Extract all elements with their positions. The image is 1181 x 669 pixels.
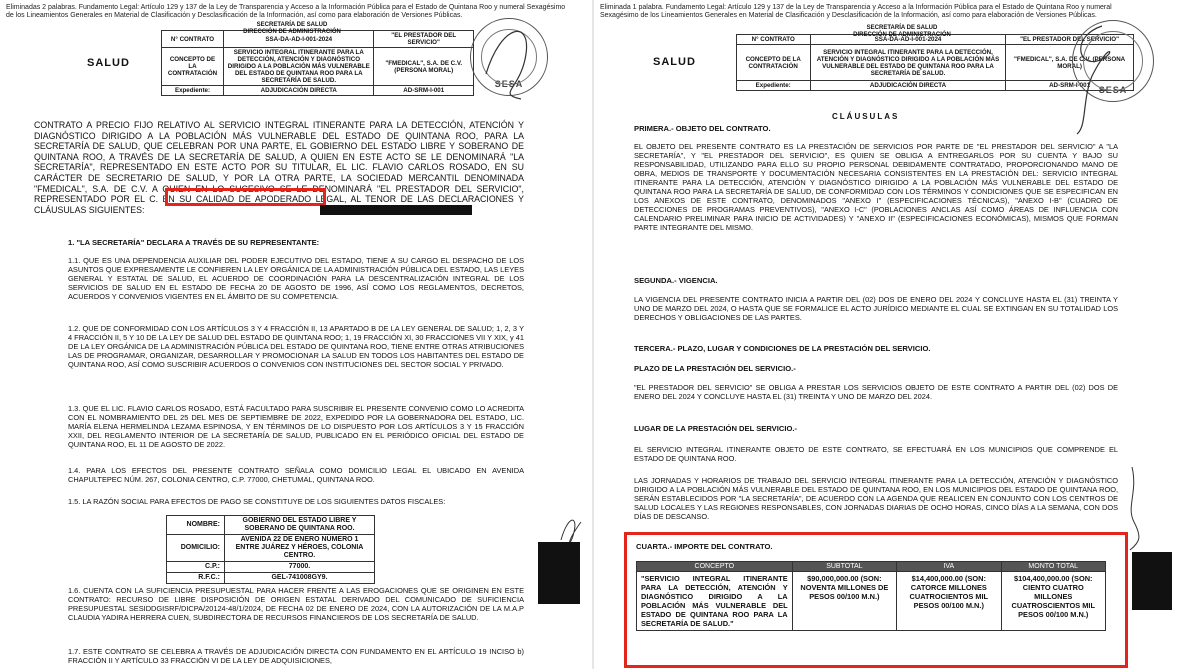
paragraph-1-1: 1.1. QUE ES UNA DEPENDENCIA AUXILIAR DEL PODER EJECUTIVO DEL ESTADO, TIENE A SU CARGO EL DESPACHO DE LOS ASUNTOS QUE EXPRESAMENTE LE CONFIEREN LA LEY ORGÁNICA DE LA ADMINISTRACIÓN PÚBLICA DEL ESTADO, LAS LEYES GENERAL Y ESTATAL DE SALUD, EL ACUERDO DE COORDINACIÓN PARA LA DESCENTRALIZACIÓN INTEGRAL DE LOS SERVICIOS DE SALUD EN EL ESTADO DE FECHA 20 DE AGOSTO DE 1996, ASÍ COMO LOS REGLAMENTOS, DECRETOS, ACUERDOS Y CONVENIOS VIGENTES EN EL ÁMBITO DE SU COMPETENCIA. [68,256,524,301]
contract-intro: CONTRATO A PRECIO FIJO RELATIVO AL SERVICIO INTEGRAL ITINERANTE PARA LA DETECCIÓN, ATENCIÓN Y DIAGNÓSTICO DIRIGIDO A LA POBLACIÓN MÁS VULNERABLE DEL ESTADO DE QUINTANA ROO, PARA LA SECRETARÍA DE SALUD, QUE CELEBRAN POR UNA PARTE, EL GOBIERNO DEL ESTADO LIBRE Y SOBERANO DE QUINTANA ROO, A TRAVÉS DE LA SECRETARÍA DE SALUD, A QUIEN EN ESTE ACTO SE LE DENOMINARÁ "LA SECRETARÍA", REPRESENTADO EN ESTE ACTO POR SU TITULAR, EL LIC. FLAVIO CARLOS ROSADO, EN SU CARÁCTER DE SECRETARIO DE SALUD, Y POR LA OTRA PARTE, LA SOCIEDAD MERCANTIL DENOMINADA "FMEDICAL", S.A. DE C.V. A QUIEN EN LO SUCESIVO SE LE DENOMINARÁ "EL PRESTADOR DEL SERVICIO", REPRESENTADO POR EL C. EN SU CALIDAD DE APODERADO LEGAL, AL TENOR DE LAS DECLARACIONES Y CLÁUSULAS SIGUIENTES: [34,120,524,215]
dept-name: SECRETARÍA DE SALUD [866,25,938,31]
cuarta-heading: CUARTA.- IMPORTE DEL CONTRATO. [636,542,773,551]
margin-signature [1120,462,1150,552]
fiscal-cp-label: C.P.: [167,562,225,573]
dept-heading [232,22,352,36]
segunda-heading: SEGUNDA.- VIGENCIA. [634,276,718,285]
paragraph-1-4: 1.4. PARA LOS EFECTOS DEL PRESENTE CONTRATO SEÑALA COMO DOMICILIO LEGAL EL UBICADO EN AVENIDA CHAPULTEPEC NÚM. 267, COLONIA CENTRO, C.P. 77000, CHETUMAL, QUINTANA ROO. [68,466,524,484]
fiscal-domicilio-value: AVENIDA 22 DE ENERO NÚMERO 1 ENTRE JUÁREZ Y HÉROES, COLONIA CENTRO. [225,535,375,562]
tercera-heading: TERCERA.- PLAZO, LUGAR Y CONDICIONES DE LA PRESTACIÓN DEL SERVICIO. [634,344,931,353]
salud-logo: SALUD [87,56,130,69]
fiscal-rfc-label: R.F.C.: [167,573,225,584]
concepto-label: CONCEPTO DE LA CONTRATACIÓN [736,45,810,81]
prestador-label: "EL PRESTADOR DEL SERVICIO" [374,31,474,48]
paragraph-1-2: 1.2. QUE DE CONFORMIDAD CON LOS ARTÍCULOS 3 Y 4 FRACCIÓN II, 13 APARTADO B DE LA LEY GENERAL DE SALUD; 1, 2, 3 Y 4 FRACCIÓN II, 5 Y 10 DE LA LEY DE SALUD DEL ESTADO DE QUINTANA ROO; 1, 19 FRACCIÓN XI, 30 FRACCIONES VII Y XIX, y 41 DE LA LEY ORGÁNICA DE LA ADMINISTRACIÓN PÚBLICA DEL ESTADO DE QUINTANA ROO, TIENE ENTRE OTRAS ATRIBUCIONES LAS DE PROGRAMAR, ORGANIZAR, DESARROLLAR Y PROMOCIONAR LA SALUD EN TODOS LOS HABITANTES DEL ESTADO DE QUINTANA ROO, ASÍ COMO SUSCRIBIR ACUERDOS O CONVENIOS CON INSTITUCIONES DEL SECTOR SOCIAL Y PRIVADO. [68,324,524,369]
importe-concepto: "SERVICIO INTEGRAL ITINERANTE PARA LA DETECCIÓN, ATENCIÓN Y DIAGNÓSTICO DIRIGIDO A LA POBLACIÓN MÁS VULNERABLE DEL ESTADO DE QUINTANA ROO PARA LA SECRETARÍA DE SALUD." [637,572,793,631]
lugar-text: EL SERVICIO INTEGRAL ITINERANTE OBJETO DE ESTE CONTRATO, SE EFECTUARÁ EN LOS MUNICIPIOS QUE COMPRENDE EL ESTADO DE QUINTANA ROO. [634,445,1118,463]
fiscal-nombre-value: GOBIERNO DEL ESTADO LIBRE Y SOBERANO DE QUINTANA ROO. [225,516,375,535]
lugar-heading: LUGAR DE LA PRESTACIÓN DEL SERVICIO.- [634,424,797,433]
direction-name: DIRECCIÓN DE ADMINISTRACIÓN [243,29,341,35]
paragraph-1-7: 1.7. ESTE CONTRATO SE CELEBRA A TRAVÉS DE ADJUDICACIÓN DIRECTA CON FUNDAMENTO EN EL ARTÍCULO 19 INCISO b) FRACCIÓN II Y ARTÍCULO 33 FRACCIÓN VI DE LA LEY DE ADQUISICIONES, [68,647,524,665]
fiscal-cp-value: 77000. [225,562,375,573]
expediente-mid: ADJUDICACIÓN DIRECTA [810,81,1005,91]
importe-subtotal: $90,000,000.00 (SON: NOVENTA MILLONES DE PESOS 00/100 M.N.) [792,572,896,631]
seal-label: SESA [494,79,524,89]
dept-name: SECRETARÍA DE SALUD [256,22,328,28]
prestador-value: "FMEDICAL", S.A. DE C.V. (PERSONA MORAL) [374,48,474,86]
salud-logo: SALUD [653,56,696,68]
direction-name: DIRECCIÓN DE ADMINISTRACIÓN [853,32,951,38]
prestador-value: "FMEDICAL", S.A. DE C.V. (PERSONA MORAL) [1006,45,1134,81]
plazo-text: "EL PRESTADOR DEL SERVICIO" SE OBLIGA A PRESTAR LOS SERVICIOS OBJETO DE ESTE CONTRATO A PARTIR DEL (02) DOS DE ENERO DEL 2024 Y CONCLUYE HASTA EL (31) TREINTA Y UNO DE MARZO DEL 2024. [634,383,1118,401]
paragraph-1-6: 1.6. CUENTA CON LA SUFICIENCIA PRESUPUESTAL PARA HACER FRENTE A LAS EROGACIONES QUE SE ORIGINEN EN ESTE CONTRATO: RECURSO DE LIBRE DISPOSICIÓN DE ORIGEN ESTATAL DERIVADO DEL COMUNICADO DE SUFICIENCIA PRESUPUESTAL SESIDDGISRF/DICPA/20124-48/1/2024, DE FECHA 02 DE ENERO DE 2024, CON LA AUTORIZACIÓN DE LA M.A.P CLAUDIA YADIRA HERRERA CUEN, SUBDIRECTORA DE RECURSOS FINANCIEROS DE LOS SECRETARÍA DE SALUD. [68,586,524,622]
clausulas-title: CLÁUSULAS [832,112,900,121]
expediente-label: Expediente: [736,81,810,91]
prestador-label: "EL PRESTADOR DEL SERVICIO" [1006,35,1134,45]
dept-heading [832,25,972,39]
importe-header-concepto: CONCEPTO [637,562,793,572]
plazo-heading: PLAZO DE LA PRESTACIÓN DEL SERVICIO.- [634,364,796,373]
paragraph-1-3: 1.3. QUE EL LIC. FLAVIO CARLOS ROSADO, ESTÁ FACULTADO PARA SUSCRIBIR EL PRESENTE CONVENIO COMO LO ACREDITA CON EL NOMBRAMIENTO DEL 25 DEL MES DE SEPTIEMBRE DE 2022, EXPEDIDO POR LA GOBERNADORA DEL ESTADO, LIC. MARÍA ELENA HERMELINDA LEZAMA ESPINOSA, Y EN TÉRMINOS DE LO DISPUESTO POR LOS ARTÍCULOS 3 Y 15 FRACCIÓN XXII, DEL REGLAMENTO INTERIOR DE LA SECRETARÍA DE SALUD, PUBLICADO EN EL PERIÓDICO OFICIAL DEL ESTADO DE QUINTANA ROO, EL 11 DE AGOSTO DE 2022. [68,404,524,449]
importe-header-iva: IVA [897,562,1001,572]
primera-text: EL OBJETO DEL PRESENTE CONTRATO ES LA PRESTACIÓN DE SERVICIOS POR PARTE DE "EL PRESTADOR DEL SERVICIO" A "LA SECRETARÍA", Y "EL PRESTADOR DEL SERVICIO", ES QUIEN SE OBLIGA A ENTREGARLOS POR SU CUENTA Y BAJO SU RESPONSABILIDAD, UTILIZANDO PARA ELLO SU PROPIO PERSONAL DEBIDAMENTE CONTRATADO, PROPORCIONANDO MANO DE OBRA, MEDIOS DE TRANSPORTE Y DOCUMENTACIÓN NECESARIA CONSISTENTES EN LA PRESTACIÓN DEL: SERVICIO INTEGRAL ITINERANTE PARA LA DETECCIÓN, ATENCIÓN Y DIAGNÓSTICO DIRIGIDO A LA POBLACIÓN MÁS VULNERABLE DEL ESTADO DE QUINTANA ROO PARA LA SECRETARÍA DE SALUD, DE CONFORMIDAD CON LOS TÉRMINOS Y CONDICIONES QUE SE ESPECIFICAN EN LOS ANEXOS DE ESTE CONTRATO, DENOMINADOS "ANEXO I" (ESPECIFICACIONES TÉCNICAS), "ANEXO I-B" (CUADRO DE DETECCIONES DE PROGRAMAS PREVENTIVOS), "ANEXO I-C" (POBLACIONES ANCLAS ASÍ COMO ÁREAS DE INFLUENCIA CON CALENDARIO PRELIMINAR PARA INICIO DE ACTIVIDADES) Y "ANEXO II" (ESPECIFICACIONES ECONÓMICAS), MISMOS QUE FORMAN PARTE INTEGRANTE DEL MISMO. [634,142,1118,232]
signature-scribble [476,14,546,104]
section-1-heading: 1. "LA SECRETARÍA" DECLARA A TRAVÉS DE SU REPRESENTANTE: [68,238,320,247]
no-contrato-value: SSA-DA-AD-I-001-2024 [810,35,1005,45]
no-contrato-label: N° CONTRATO [161,31,223,48]
importe-table [636,561,1106,631]
redaction-legal-note: Eliminadas 2 palabras. Fundamento Legal: Artículo 129 y 137 de la Ley de Transparencia y Acceso a la Información Pública para el Estado de Quintana Roo y numeral Sexagésimo de los Lineamientos Generales en Material de Clasificación y Desclasificación de la Información, así como para elaboración de Versiones Públicas. [6,4,566,19]
concepto-value: SERVICIO INTEGRAL ITINERANTE PARA LA DETECCIÓN, ATENCIÓN Y DIAGNÓSTICO DIRIGIDO A LA POBLACIÓN MÁS VULNERABLE DEL ESTADO DE QUINTANA ROO PARA LA SECRETARÍA DE SALUD. [224,48,374,86]
segunda-text: LA VIGENCIA DEL PRESENTE CONTRATO INICIA A PARTIR DEL (02) DOS DE ENERO DEL 2024 Y CONCLUYE HASTA EL (31) TREINTA Y UNO DE MARZO DEL 2024, O HASTA QUE SE FORMALICE EL ACTO JURÍDICO MEDIANTE EL CUAL SE EXTINGAN EN SU TOTALIDAD LOS DERECHOS Y OBLIGACIONES DE LAS PARTES. [634,295,1118,322]
paragraph-1-5: 1.5. LA RAZÓN SOCIAL PARA EFECTOS DE PAGO SE CONSTITUYE DE LOS SIGUIENTES DATOS FISCALES: [68,497,446,506]
concepto-value: SERVICIO INTEGRAL ITINERANTE PARA LA DETECCIÓN, ATENCIÓN Y DIAGNÓSTICO DIRIGIDO A LA POBLACIÓN MÁS VULNERABLE DEL ESTADO DE QUINTANA ROO PARA LA SECRETARÍA DE SALUD. [810,45,1005,81]
expediente-value: AD-SRM-I-001 [1006,81,1134,91]
jornadas-text: LAS JORNADAS Y HORARIOS DE TRABAJO DEL SERVICIO INTEGRAL ITINERANTE PARA LA DETECCIÓN, ATENCIÓN Y DIAGNÓSTICO DIRIGIDO A LA POBLACIÓN MÁS VULNERABLE DEL ESTADO DE QUINTANA ROO, EN LOS MUNICIPIOS DEL ESTADO DE QUINTANA ROO, SERÁN ESTABLECIDOS POR "LA SECRETARÍA", DE ACUERDO CON LA AGENDA QUE REALICEN EN CONJUNTO CON LOS CENTROS DE SALUD LOCALES Y LAS REGIONES RESPONSABLES, CON JORNADAS DIARIAS DE OCHO HORAS, CINCO DÍAS A LA SEMANA, CON DOS DÍAS DE DESCANSO. [634,476,1118,521]
importe-header-subtotal: SUBTOTAL [792,562,896,572]
importe-header-total: MONTO TOTAL [1001,562,1105,572]
expediente-value: AD-SRM-I-001 [374,86,474,96]
importe-total: $104,400,000.00 (SON: CIENTO CUATRO MILLONES CUATROSCIENTOS MIL PESOS 00/100 M.N.) [1001,572,1105,631]
expediente-mid: ADJUDICACIÓN DIRECTA [224,86,374,96]
seal-label: SESA [1098,85,1128,95]
highlight-company-name [165,188,326,206]
fiscal-domicilio-label: DOMICILIO: [167,535,225,562]
contract-page-right [594,0,1181,669]
fiscal-data-table [166,515,375,584]
redaction-legal-note: Eliminada 1 palabra. Fundamento Legal: Artículo 129 y 137 de la Ley de Transparencia y Acceso a la Información Pública para el Estado de Quintana Roo y numeral Sexagésimo de los Lineamientos Generales en Material de Clasificación y Desclasificación de la Información, así como para elaboración de Versiones Públicas. [600,4,1112,19]
fiscal-nombre-label: NOMBRE: [167,516,225,535]
concepto-label: CONCEPTO DE LA CONTRATACIÓN [161,48,223,86]
importe-iva: $14,400,000.00 (SON: CATORCE MILLONES CUATROCIENTOS MIL PESOS 00/100 M.N.) [897,572,1001,631]
contract-header-table [84,30,474,96]
fiscal-rfc-value: GEL-741008GY9. [225,573,375,584]
expediente-label: Expediente: [161,86,223,96]
primera-heading: PRIMERA.- OBJETO DEL CONTRATO. [634,124,771,133]
no-contrato-label: N° CONTRATO [736,35,810,45]
redaction-block-left [538,542,580,604]
no-contrato-value: SSA-DA-AD-I-001-2024 [224,31,374,48]
redaction-bar-representative [320,205,472,215]
redaction-block-right [1132,552,1172,610]
signature-scribble [1062,16,1132,136]
